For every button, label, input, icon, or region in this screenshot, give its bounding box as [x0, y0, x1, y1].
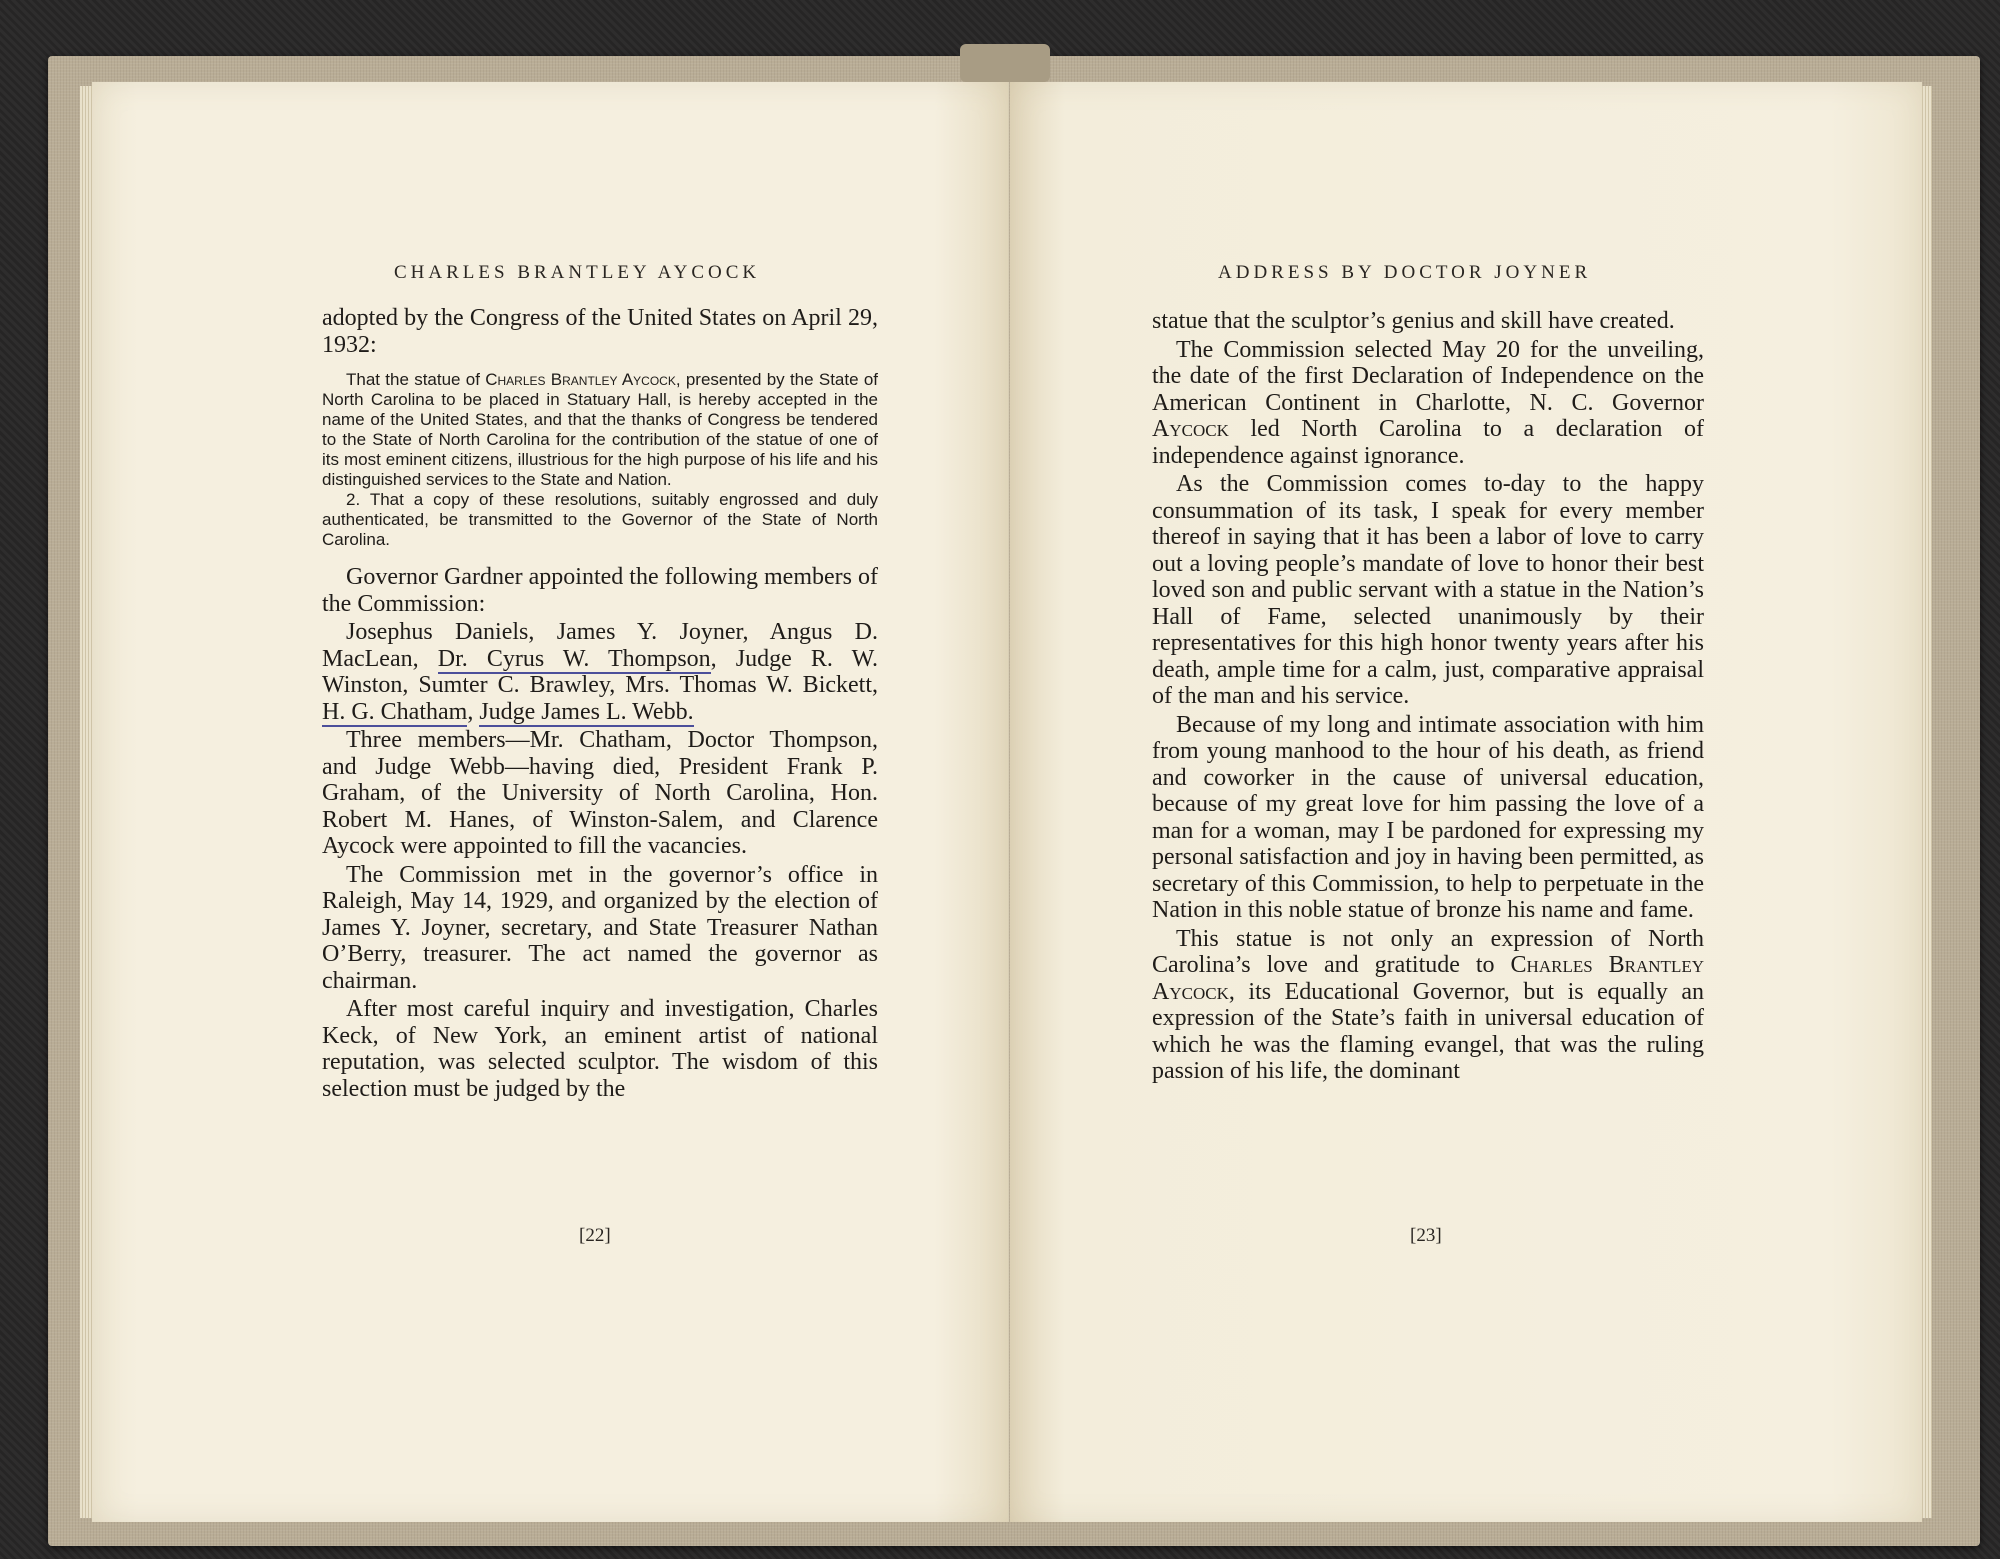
book-spine-top — [960, 44, 1050, 82]
members-text: Josephus Daniels, James Y. Joyner, Angus D. MacLean, — [322, 619, 878, 672]
paragraph-three-members: Three members—Mr. Chatham, Doctor Thompson, and Judge Webb—having died, President Frank P. Graham, of the University of North Carolina, Hon. Robert M. Hanes, of Winston-Salem, and Clarence Aycock were appointed to fill the vacancies. — [322, 727, 878, 859]
aycock-full-name: Charles Brantley Aycock — [1152, 952, 1704, 1005]
underlined-name: Dr. Cyrus W. Thompson — [437, 645, 711, 672]
unveiling-text: The Commission selected May 20 for the unveiling, the date of the first Declaration of Independence on the American Continent in Charlotte, N. C. — [1152, 336, 1704, 416]
paragraph-members — [322, 619, 878, 725]
aycock-name: Aycock — [1152, 416, 1229, 442]
expression-text: , its Educational Governor, but is equally an expression of the State’s faith in universal education of which he was the flaming evangel, that was the ruling passion of his life, the dominant — [1152, 978, 1704, 1084]
paragraph-governor: Governor Gardner appointed the following members of the Commission: — [322, 564, 878, 617]
right-page-number: [23] — [1410, 1225, 1442, 1246]
congress-resolution — [322, 370, 878, 550]
intro-text: adopted by the Congress of the United States on April 29, 1932: — [322, 305, 878, 358]
underlined-name: Judge James L. Webb. — [479, 698, 694, 725]
paragraph-unveiling — [1152, 337, 1704, 470]
right-page-body — [1152, 308, 1704, 1085]
paragraph-expression — [1152, 926, 1704, 1085]
resolution-text: That the statue of — [346, 370, 486, 389]
unveiling-text: Governor — [1612, 389, 1704, 416]
left-page-number: [22] — [579, 1225, 611, 1246]
right-running-head: ADDRESS BY DOCTOR JOYNER — [1218, 262, 1592, 283]
page-edges-left — [80, 86, 92, 1518]
left-page-body — [322, 305, 878, 1102]
resolution-paragraph-2: 2. That a copy of these resolutions, suitably engrossed and duly authenticated, be transmitted to the Governor of the State of North Carolina. — [322, 490, 878, 549]
paragraph-commission-met: The Commission met in the governor’s office in Raleigh, May 14, 1929, and organized by the election of James Y. Joyner, secretary, and State Treasurer Nathan O’Berry, treasurer. The act named the governor as chairman. — [322, 861, 878, 994]
paragraph-sculptor: After most careful inquiry and investigation, Charles Keck, of New York, an eminent artist of national reputation, was selected sculptor. The wisdom of this selection must be judged by the — [322, 996, 878, 1102]
paragraph-association: Because of my long and intimate association with him from young manhood to the hour of his death, as friend and coworker in the cause of universal education, because of my great love for him passing the love of a man for a woman, may I be pardoned for expressing my personal satisfaction and joy in having been permitted, as secretary of this Commission, to help to perpetuate in the Nation in this noble statue of bronze his name and fame. — [1152, 711, 1704, 923]
resolution-text: , presented by the State of North Carolina to be placed in Statuary Hall, is hereby accepted in the name of the United States, and that the thanks of Congress be tendered to the State of North Carolina for the contribution of the statue of one of its most eminent citizens, illustrious for the high purpose of his life and his distinguished services to the State and Nation. — [322, 370, 878, 489]
left-running-head: CHARLES BRANTLEY AYCOCK — [394, 262, 761, 283]
paragraph-labor-of-love: As the Commission comes to-day to the happy consummation of its task, I speak for every member thereof in saying that it has been a labor of love to carry out a loving people’s mandate of love to honor their best loved son and public servant with a statue in the Nation’s Hall of Fame, selected unanimously by their representatives for this high honor twenty years after his death, ample time for a calm, just, comparative appraisal of the man and his service. — [1152, 471, 1704, 709]
members-text: , Judge R. W. Winston, Sumter C. Brawley, Mrs. Thomas W. Bickett, — [322, 645, 879, 698]
members-text: , — [467, 698, 480, 725]
expression-text: This statue is not only an expression of North Carolina’s love and gratitude to — [1152, 925, 1704, 978]
resolution-paragraph-1 — [322, 370, 878, 490]
underlined-name: H. G. Chatham — [322, 698, 468, 725]
unveiling-text: led North Carolina to a declaration of independence against ignorance. — [1152, 416, 1704, 469]
paragraph-statue: statue that the sculptor’s genius and skill have created. — [1152, 308, 1675, 334]
resolution-name: Charles Brantley Aycock — [485, 370, 676, 389]
